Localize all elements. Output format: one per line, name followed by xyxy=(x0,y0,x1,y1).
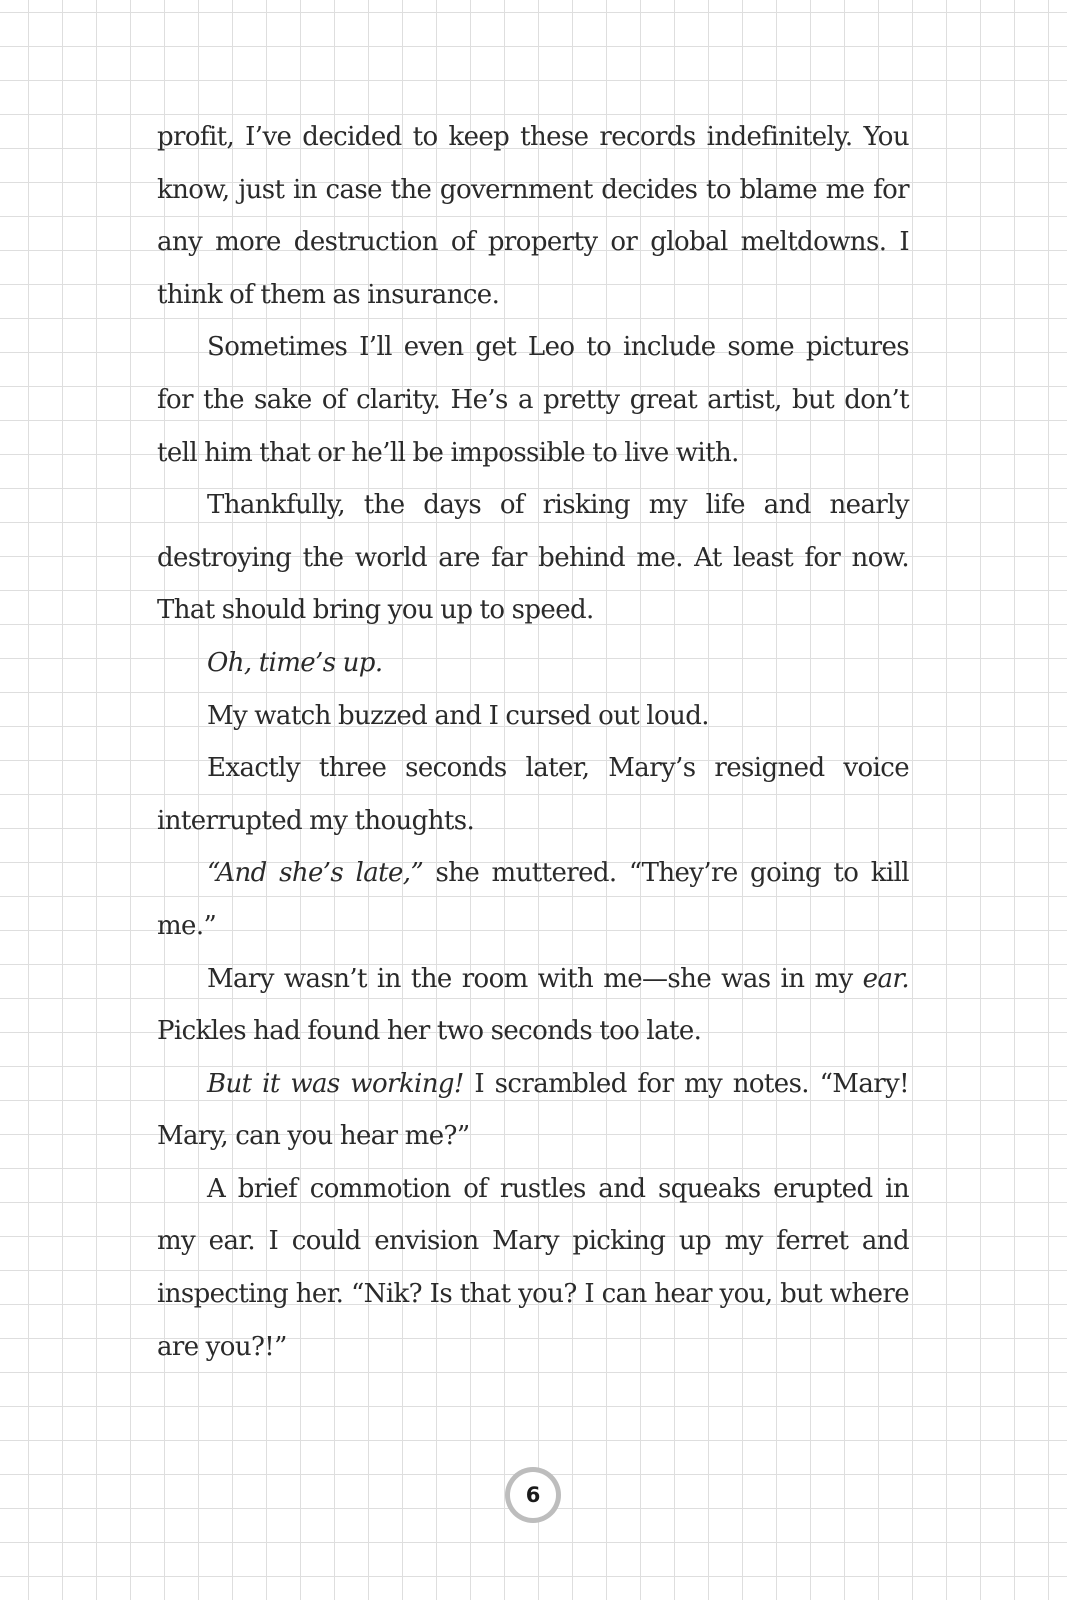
paragraph-5-text: My watch buzzed and I cursed out loud. xyxy=(207,700,709,731)
paragraph-5 xyxy=(157,690,909,743)
paragraph-4-italic: Oh, time’s up. xyxy=(207,647,383,678)
paragraph-1-text: profit, I’ve decided to keep these records indefinitely. You know, just in case the government decides to blame me for any more destruction of property or global meltdowns. I think of them as insurance. xyxy=(157,122,909,310)
paragraph-8-italic: ear. xyxy=(862,963,909,994)
paragraph-9-text: I scrambled for my notes. “Mary! Mary, can you hear me?” xyxy=(157,1068,909,1152)
paragraph-2-text: Sometimes I’ll even get Leo to include some pictures for the sake of clarity. He’s a pretty great artist, but don’t tell him that or he’ll be impossible to live with. xyxy=(157,332,909,468)
paragraph-6-text: Exactly three seconds later, Mary’s resigned voice interrupted my thoughts. xyxy=(157,753,909,836)
paragraph-10 xyxy=(157,1163,909,1373)
paragraph-10-text: A brief commotion of rustles and squeaks erupted in my ear. I could envision Mary picking up my ferret and inspecting her. “Nik? Is that you? I can hear you, but where are you?!” xyxy=(157,1173,909,1362)
paragraph-8 xyxy=(157,953,909,1058)
paragraph-9 xyxy=(157,1058,909,1163)
paragraph-6 xyxy=(157,742,909,847)
paragraph-1 xyxy=(157,111,909,321)
page-number-badge xyxy=(505,1467,561,1523)
paragraph-7 xyxy=(157,847,909,952)
paragraph-7-text: she muttered. “They’re going to kill me.” xyxy=(157,858,909,941)
paragraph-3 xyxy=(157,479,909,637)
paragraph-3-text: Thankfully, the days of risking my life and nearly destroying the world are far behind me. At least for now. That should bring you up to speed. xyxy=(157,490,909,626)
paragraph-7-italic: “And she’s late,” xyxy=(207,858,424,889)
paragraph-4 xyxy=(157,637,909,690)
paragraph-8-text: Mary wasn’t in the room with me—she was in my xyxy=(207,963,863,994)
body-text xyxy=(157,111,909,1373)
paragraph-2 xyxy=(157,321,909,479)
paragraph-8-rest: Pickles had found her two seconds too late. xyxy=(157,1016,702,1047)
paragraph-9-italic: But it was working! xyxy=(207,1068,464,1099)
page-number: 6 xyxy=(510,1472,556,1518)
